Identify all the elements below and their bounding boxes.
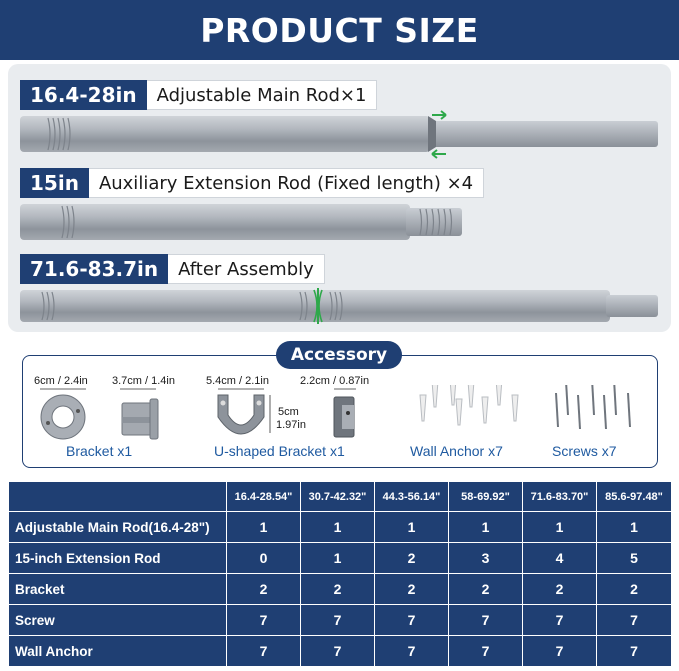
rod-label-extension	[20, 168, 484, 198]
size-table	[8, 481, 671, 667]
table-cell: 2	[449, 574, 523, 605]
table-header-cell: 30.7-42.32"	[301, 482, 375, 512]
rod-desc-assembly: After Assembly	[168, 254, 325, 284]
table-cell: 3	[449, 543, 523, 574]
table-header-cell: 85.6-97.48"	[597, 482, 672, 512]
bracket-depth-dim: 3.7cm / 1.4in	[112, 375, 175, 387]
ubracket-depth-dim: 2.2cm / 0.87in	[300, 375, 370, 387]
rod-label-assembly	[20, 254, 325, 284]
rod-desc-extension: Auxiliary Extension Rod (Fixed length) ×4	[89, 168, 484, 198]
accessory-illustrations	[0, 385, 679, 445]
table-cell: 1	[227, 512, 301, 543]
table-cell: 2	[375, 543, 449, 574]
row-label: Bracket	[9, 574, 227, 605]
table-cell: 1	[597, 512, 672, 543]
table-cell: 2	[227, 574, 301, 605]
row-label: 15-inch Extension Rod	[9, 543, 227, 574]
u-bracket-label: U-shaped Bracket x1	[214, 443, 345, 459]
table-row	[9, 605, 672, 636]
rod-desc-main: Adjustable Main Rod×1	[147, 80, 378, 110]
rod-size-main: 16.4-28in	[20, 80, 147, 110]
table-row	[9, 574, 672, 605]
rod-label-main	[20, 80, 377, 110]
rod-size-assembly: 71.6-83.7in	[20, 254, 168, 284]
rod-size-extension: 15in	[20, 168, 89, 198]
main-rod	[20, 111, 658, 158]
table-cell: 1	[301, 512, 375, 543]
table-cell: 0	[227, 543, 301, 574]
table-cell: 5	[597, 543, 672, 574]
row-label: Wall Anchor	[9, 636, 227, 667]
table-cell: 1	[449, 512, 523, 543]
screws-icon	[556, 385, 630, 429]
table-header-row	[9, 482, 672, 512]
table-cell: 2	[301, 574, 375, 605]
table-cell: 7	[523, 605, 597, 636]
table-header-cell: 16.4-28.54"	[227, 482, 301, 512]
table-header-cell	[9, 482, 227, 512]
table-cell: 7	[301, 636, 375, 667]
table-cell: 1	[523, 512, 597, 543]
bracket-width-dim: 6cm / 2.4in	[34, 375, 88, 387]
bracket-side-icon	[122, 399, 158, 439]
table-cell: 7	[523, 636, 597, 667]
row-label: Adjustable Main Rod(16.4-28")	[9, 512, 227, 543]
screws-label: Screws x7	[552, 443, 617, 459]
ubracket-height-cm: 5cm	[278, 406, 299, 418]
table-header-cell: 58-69.92"	[449, 482, 523, 512]
table-cell: 7	[375, 636, 449, 667]
table-cell: 1	[301, 543, 375, 574]
table-cell: 4	[523, 543, 597, 574]
wall-anchor-icon	[420, 385, 518, 425]
assembled-rod	[20, 288, 658, 324]
table-header-cell: 44.3-56.14"	[375, 482, 449, 512]
u-bracket-side-icon	[334, 397, 354, 437]
table-cell: 7	[301, 605, 375, 636]
page-title: PRODUCT SIZE	[200, 10, 479, 50]
table-row	[9, 636, 672, 667]
table-row	[9, 543, 672, 574]
table-cell: 2	[375, 574, 449, 605]
table-row	[9, 512, 672, 543]
ubracket-width-dim: 5.4cm / 2.1in	[206, 375, 269, 387]
table-cell: 1	[375, 512, 449, 543]
table-cell: 2	[597, 574, 672, 605]
table-cell: 2	[523, 574, 597, 605]
bracket-label: Bracket x1	[66, 443, 133, 459]
table-cell: 7	[227, 636, 301, 667]
accessory-title: Accessory	[276, 341, 402, 369]
wall-anchor-label: Wall Anchor x7	[410, 443, 503, 459]
table-cell: 7	[227, 605, 301, 636]
table-cell: 7	[375, 605, 449, 636]
table-cell: 7	[597, 636, 672, 667]
bracket-ring-icon	[41, 395, 85, 439]
table-cell: 7	[597, 605, 672, 636]
table-cell: 7	[449, 636, 523, 667]
extension-rod	[20, 204, 462, 240]
row-label: Screw	[9, 605, 227, 636]
table-header-cell: 71.6-83.70"	[523, 482, 597, 512]
table-cell: 7	[449, 605, 523, 636]
ubracket-height-in: 1.97in	[276, 419, 306, 431]
u-bracket-icon	[218, 395, 264, 434]
